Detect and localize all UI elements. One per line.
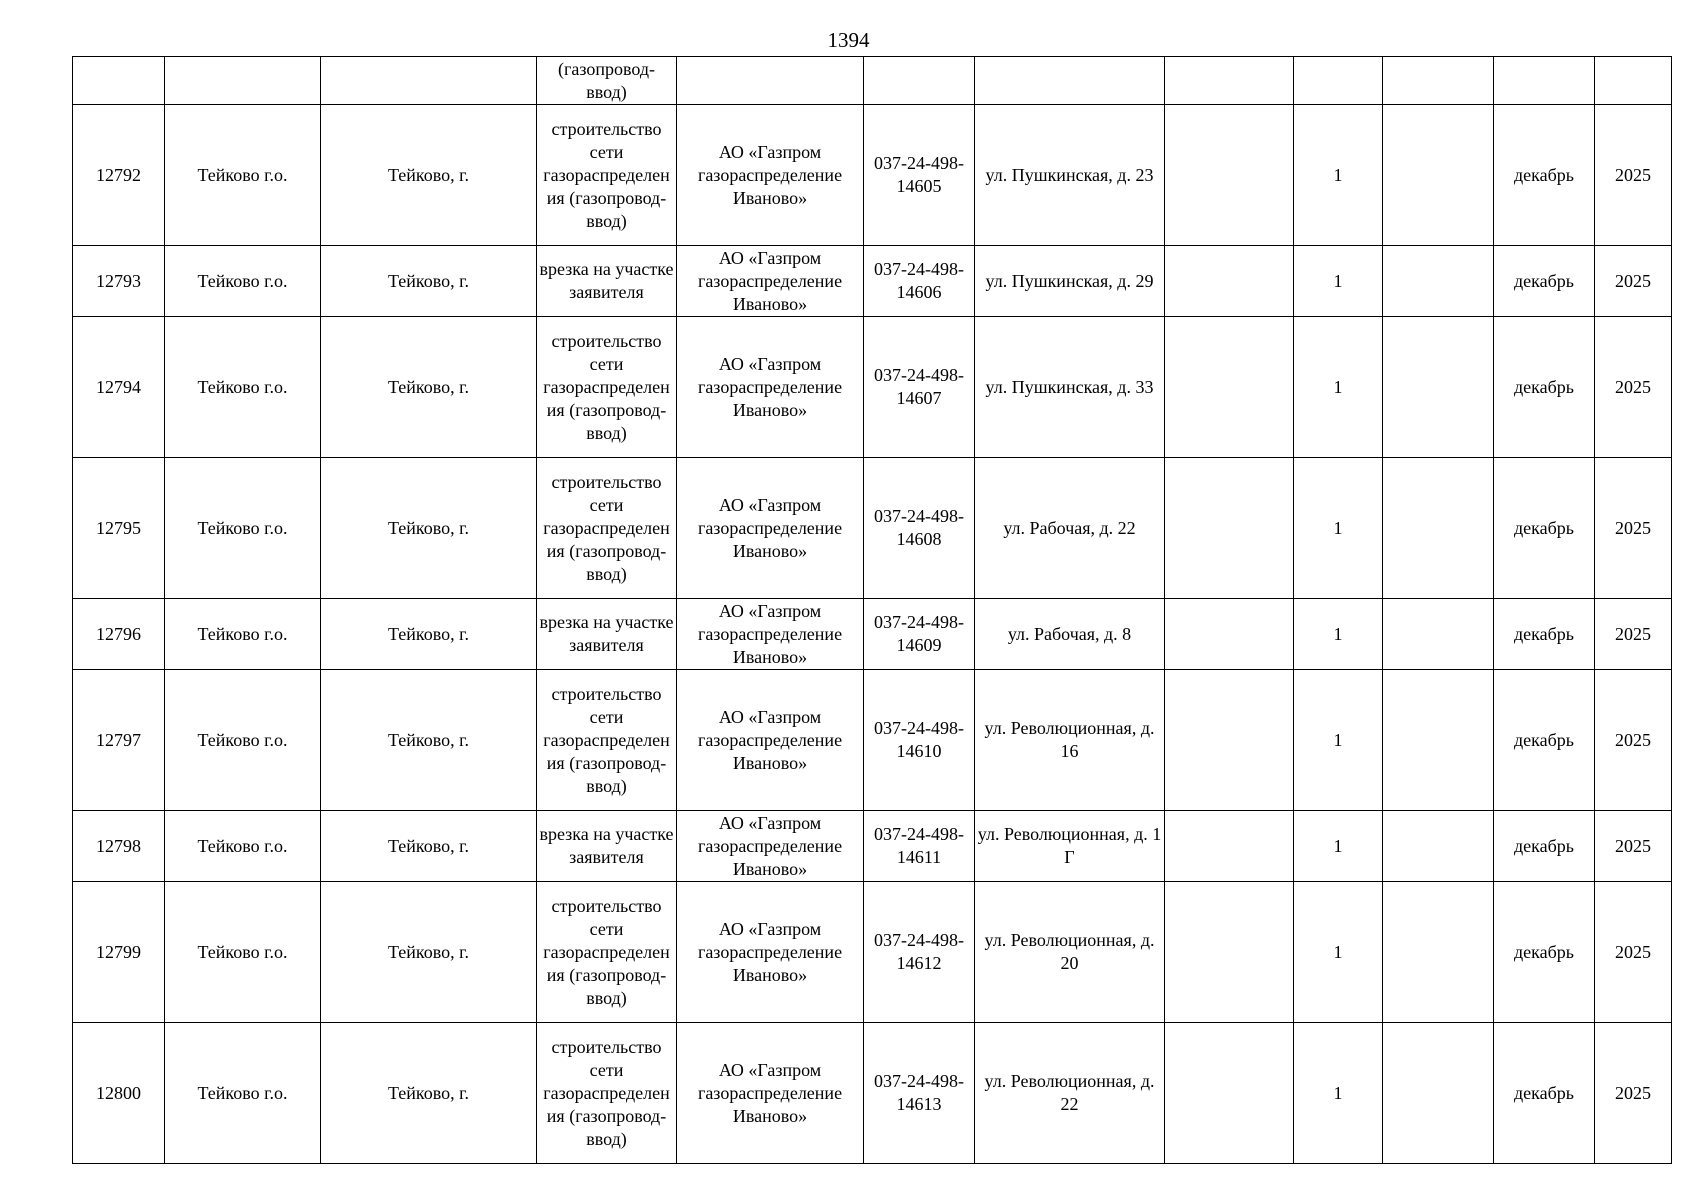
cell-num: 12800 — [73, 1023, 165, 1164]
cell-address — [975, 57, 1165, 105]
cell-col10 — [1383, 670, 1494, 811]
cell-month — [1494, 57, 1595, 105]
cell-contractor — [677, 57, 864, 105]
table-row — [73, 105, 1672, 246]
cell-contractor: АО «Газпром газораспределение Иваново» — [677, 317, 864, 458]
table-row — [73, 458, 1672, 599]
cell-col10 — [1383, 317, 1494, 458]
cell-address: ул. Пушкинская, д. 29 — [975, 246, 1165, 317]
cell-work-type: врезка на участке заявителя — [537, 599, 677, 670]
cell-town: Тейково, г. — [321, 670, 537, 811]
cell-year: 2025 — [1595, 246, 1672, 317]
table-row — [73, 811, 1672, 882]
cell-num: 12795 — [73, 458, 165, 599]
cell-year: 2025 — [1595, 670, 1672, 811]
cell-col8 — [1165, 458, 1294, 599]
cell-num: 12793 — [73, 246, 165, 317]
cell-year: 2025 — [1595, 458, 1672, 599]
cell-col10 — [1383, 599, 1494, 670]
cell-work-type: строительство сети газораспределения (газопровод-ввод) — [537, 882, 677, 1023]
cell-count: 1 — [1294, 811, 1383, 882]
cell-code: 037-24-498-14607 — [864, 317, 975, 458]
cell-num: 12796 — [73, 599, 165, 670]
cell-count: 1 — [1294, 105, 1383, 246]
cell-address: ул. Революционная, д. 16 — [975, 670, 1165, 811]
cell-town: Тейково, г. — [321, 1023, 537, 1164]
cell-address: ул. Революционная, д. 1 Г — [975, 811, 1165, 882]
cell-month: декабрь — [1494, 811, 1595, 882]
cell-col10 — [1383, 458, 1494, 599]
cell-contractor: АО «Газпром газораспределение Иваново» — [677, 246, 864, 317]
table-row — [73, 246, 1672, 317]
cell-work-type: (газопровод-ввод) — [537, 57, 677, 105]
cell-address: ул. Пушкинская, д. 23 — [975, 105, 1165, 246]
cell-work-type: строительство сети газораспределения (газопровод-ввод) — [537, 1023, 677, 1164]
cell-count: 1 — [1294, 246, 1383, 317]
cell-num: 12797 — [73, 670, 165, 811]
cell-num — [73, 57, 165, 105]
cell-month: декабрь — [1494, 670, 1595, 811]
cell-count: 1 — [1294, 882, 1383, 1023]
cell-num: 12792 — [73, 105, 165, 246]
cell-contractor: АО «Газпром газораспределение Иваново» — [677, 670, 864, 811]
cell-col8 — [1165, 599, 1294, 670]
cell-district: Тейково г.о. — [165, 105, 321, 246]
cell-contractor: АО «Газпром газораспределение Иваново» — [677, 1023, 864, 1164]
cell-address: ул. Рабочая, д. 8 — [975, 599, 1165, 670]
cell-num: 12798 — [73, 811, 165, 882]
cell-town: Тейково, г. — [321, 317, 537, 458]
cell-code: 037-24-498-14605 — [864, 105, 975, 246]
cell-town — [321, 57, 537, 105]
cell-col8 — [1165, 105, 1294, 246]
cell-count: 1 — [1294, 670, 1383, 811]
table-row — [73, 317, 1672, 458]
cell-col10 — [1383, 57, 1494, 105]
cell-col8 — [1165, 57, 1294, 105]
cell-count: 1 — [1294, 599, 1383, 670]
table-body — [73, 57, 1672, 1164]
cell-month: декабрь — [1494, 246, 1595, 317]
cell-code: 037-24-498-14610 — [864, 670, 975, 811]
cell-work-type: врезка на участке заявителя — [537, 246, 677, 317]
cell-town: Тейково, г. — [321, 458, 537, 599]
cell-town: Тейково, г. — [321, 105, 537, 246]
page-number: 1394 — [827, 28, 870, 52]
cell-year: 2025 — [1595, 105, 1672, 246]
cell-address: ул. Пушкинская, д. 33 — [975, 317, 1165, 458]
cell-month: декабрь — [1494, 882, 1595, 1023]
cell-year: 2025 — [1595, 599, 1672, 670]
cell-month: декабрь — [1494, 599, 1595, 670]
cell-count — [1294, 57, 1383, 105]
table-row — [73, 670, 1672, 811]
cell-district: Тейково г.о. — [165, 670, 321, 811]
table-row — [73, 882, 1672, 1023]
cell-num: 12799 — [73, 882, 165, 1023]
cell-year: 2025 — [1595, 882, 1672, 1023]
cell-year: 2025 — [1595, 811, 1672, 882]
cell-code: 037-24-498-14611 — [864, 811, 975, 882]
cell-district: Тейково г.о. — [165, 599, 321, 670]
table-row — [73, 1023, 1672, 1164]
cell-col10 — [1383, 105, 1494, 246]
cell-year: 2025 — [1595, 317, 1672, 458]
cell-contractor: АО «Газпром газораспределение Иваново» — [677, 599, 864, 670]
cell-district: Тейково г.о. — [165, 246, 321, 317]
cell-month: декабрь — [1494, 105, 1595, 246]
cell-district: Тейково г.о. — [165, 1023, 321, 1164]
registry-table — [72, 56, 1672, 1164]
cell-district — [165, 57, 321, 105]
cell-code: 037-24-498-14608 — [864, 458, 975, 599]
cell-month: декабрь — [1494, 317, 1595, 458]
cell-district: Тейково г.о. — [165, 458, 321, 599]
cell-work-type: строительство сети газораспределения (газопровод-ввод) — [537, 458, 677, 599]
cell-col8 — [1165, 317, 1294, 458]
cell-col10 — [1383, 246, 1494, 317]
cell-address: ул. Рабочая, д. 22 — [975, 458, 1165, 599]
cell-contractor: АО «Газпром газораспределение Иваново» — [677, 458, 864, 599]
cell-address: ул. Революционная, д. 22 — [975, 1023, 1165, 1164]
table-row — [73, 599, 1672, 670]
cell-col8 — [1165, 882, 1294, 1023]
cell-district: Тейково г.о. — [165, 882, 321, 1023]
cell-col8 — [1165, 811, 1294, 882]
cell-col8 — [1165, 670, 1294, 811]
cell-contractor: АО «Газпром газораспределение Иваново» — [677, 811, 864, 882]
continuation-row — [73, 57, 1672, 105]
cell-year: 2025 — [1595, 1023, 1672, 1164]
cell-address: ул. Революционная, д. 20 — [975, 882, 1165, 1023]
cell-town: Тейково, г. — [321, 246, 537, 317]
cell-code: 037-24-498-14606 — [864, 246, 975, 317]
cell-town: Тейково, г. — [321, 882, 537, 1023]
cell-work-type: врезка на участке заявителя — [537, 811, 677, 882]
cell-contractor: АО «Газпром газораспределение Иваново» — [677, 105, 864, 246]
cell-work-type: строительство сети газораспределения (газопровод-ввод) — [537, 317, 677, 458]
cell-col10 — [1383, 811, 1494, 882]
cell-work-type: строительство сети газораспределения (газопровод-ввод) — [537, 670, 677, 811]
cell-year — [1595, 57, 1672, 105]
cell-code: 037-24-498-14613 — [864, 1023, 975, 1164]
cell-district: Тейково г.о. — [165, 317, 321, 458]
cell-work-type: строительство сети газораспределения (газопровод-ввод) — [537, 105, 677, 246]
cell-code: 037-24-498-14609 — [864, 599, 975, 670]
cell-month: декабрь — [1494, 458, 1595, 599]
cell-col10 — [1383, 1023, 1494, 1164]
cell-code: 037-24-498-14612 — [864, 882, 975, 1023]
cell-col10 — [1383, 882, 1494, 1023]
cell-month: декабрь — [1494, 1023, 1595, 1164]
cell-code — [864, 57, 975, 105]
cell-col8 — [1165, 1023, 1294, 1164]
cell-contractor: АО «Газпром газораспределение Иваново» — [677, 882, 864, 1023]
cell-town: Тейково, г. — [321, 599, 537, 670]
cell-count: 1 — [1294, 1023, 1383, 1164]
cell-num: 12794 — [73, 317, 165, 458]
cell-count: 1 — [1294, 458, 1383, 599]
cell-town: Тейково, г. — [321, 811, 537, 882]
cell-col8 — [1165, 246, 1294, 317]
cell-count: 1 — [1294, 317, 1383, 458]
cell-district: Тейково г.о. — [165, 811, 321, 882]
